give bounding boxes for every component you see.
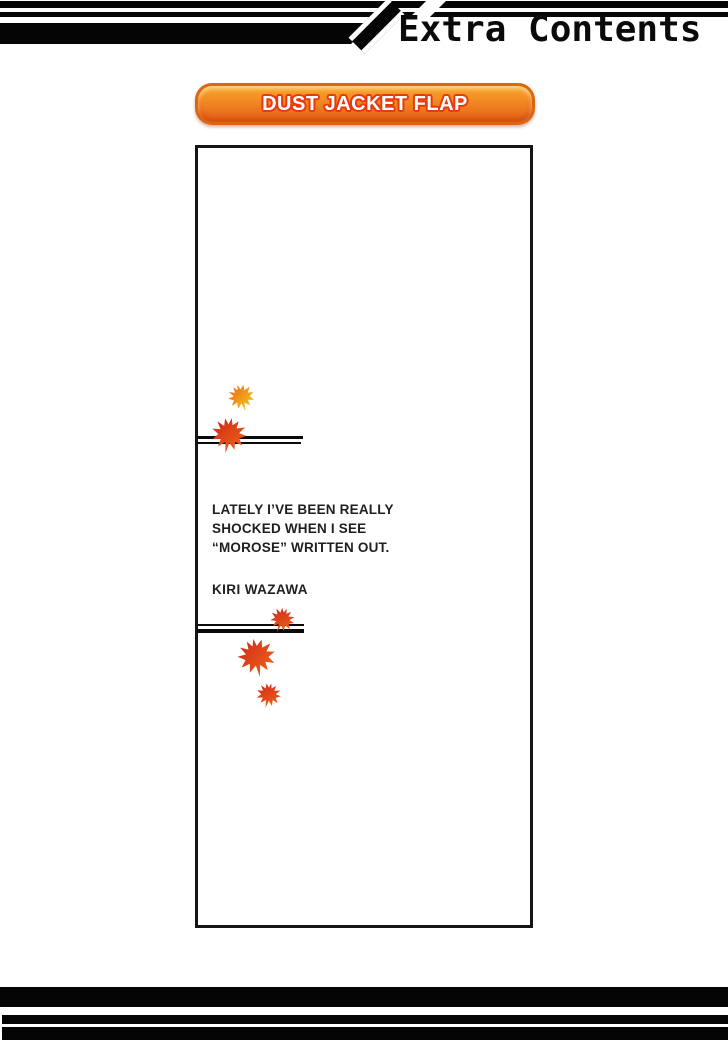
header-thick-bar bbox=[0, 23, 372, 44]
flap-caption-line: LATELY I’VE BEEN REALLY bbox=[212, 502, 394, 517]
footer-middle-rule bbox=[2, 1015, 728, 1024]
footer-bottom-bar bbox=[2, 1027, 728, 1040]
maple-leaf-icon bbox=[233, 633, 279, 682]
flap-caption bbox=[212, 500, 394, 557]
page-title: Extra Contents bbox=[398, 9, 702, 50]
footer-thick-bar bbox=[0, 987, 728, 1007]
maple-leaf-icon bbox=[206, 413, 251, 457]
flap-caption-line: SHOCKED WHEN I SEE bbox=[212, 521, 367, 536]
section-heading-dust-jacket-flap bbox=[195, 83, 535, 125]
flap-caption-line: “MOROSE” WRITTEN OUT. bbox=[212, 540, 390, 555]
header-top-rule bbox=[0, 1, 728, 8]
section-heading-label: DUST JACKET FLAP bbox=[262, 92, 468, 115]
author-name: KIRI WAZAWA bbox=[212, 582, 308, 597]
